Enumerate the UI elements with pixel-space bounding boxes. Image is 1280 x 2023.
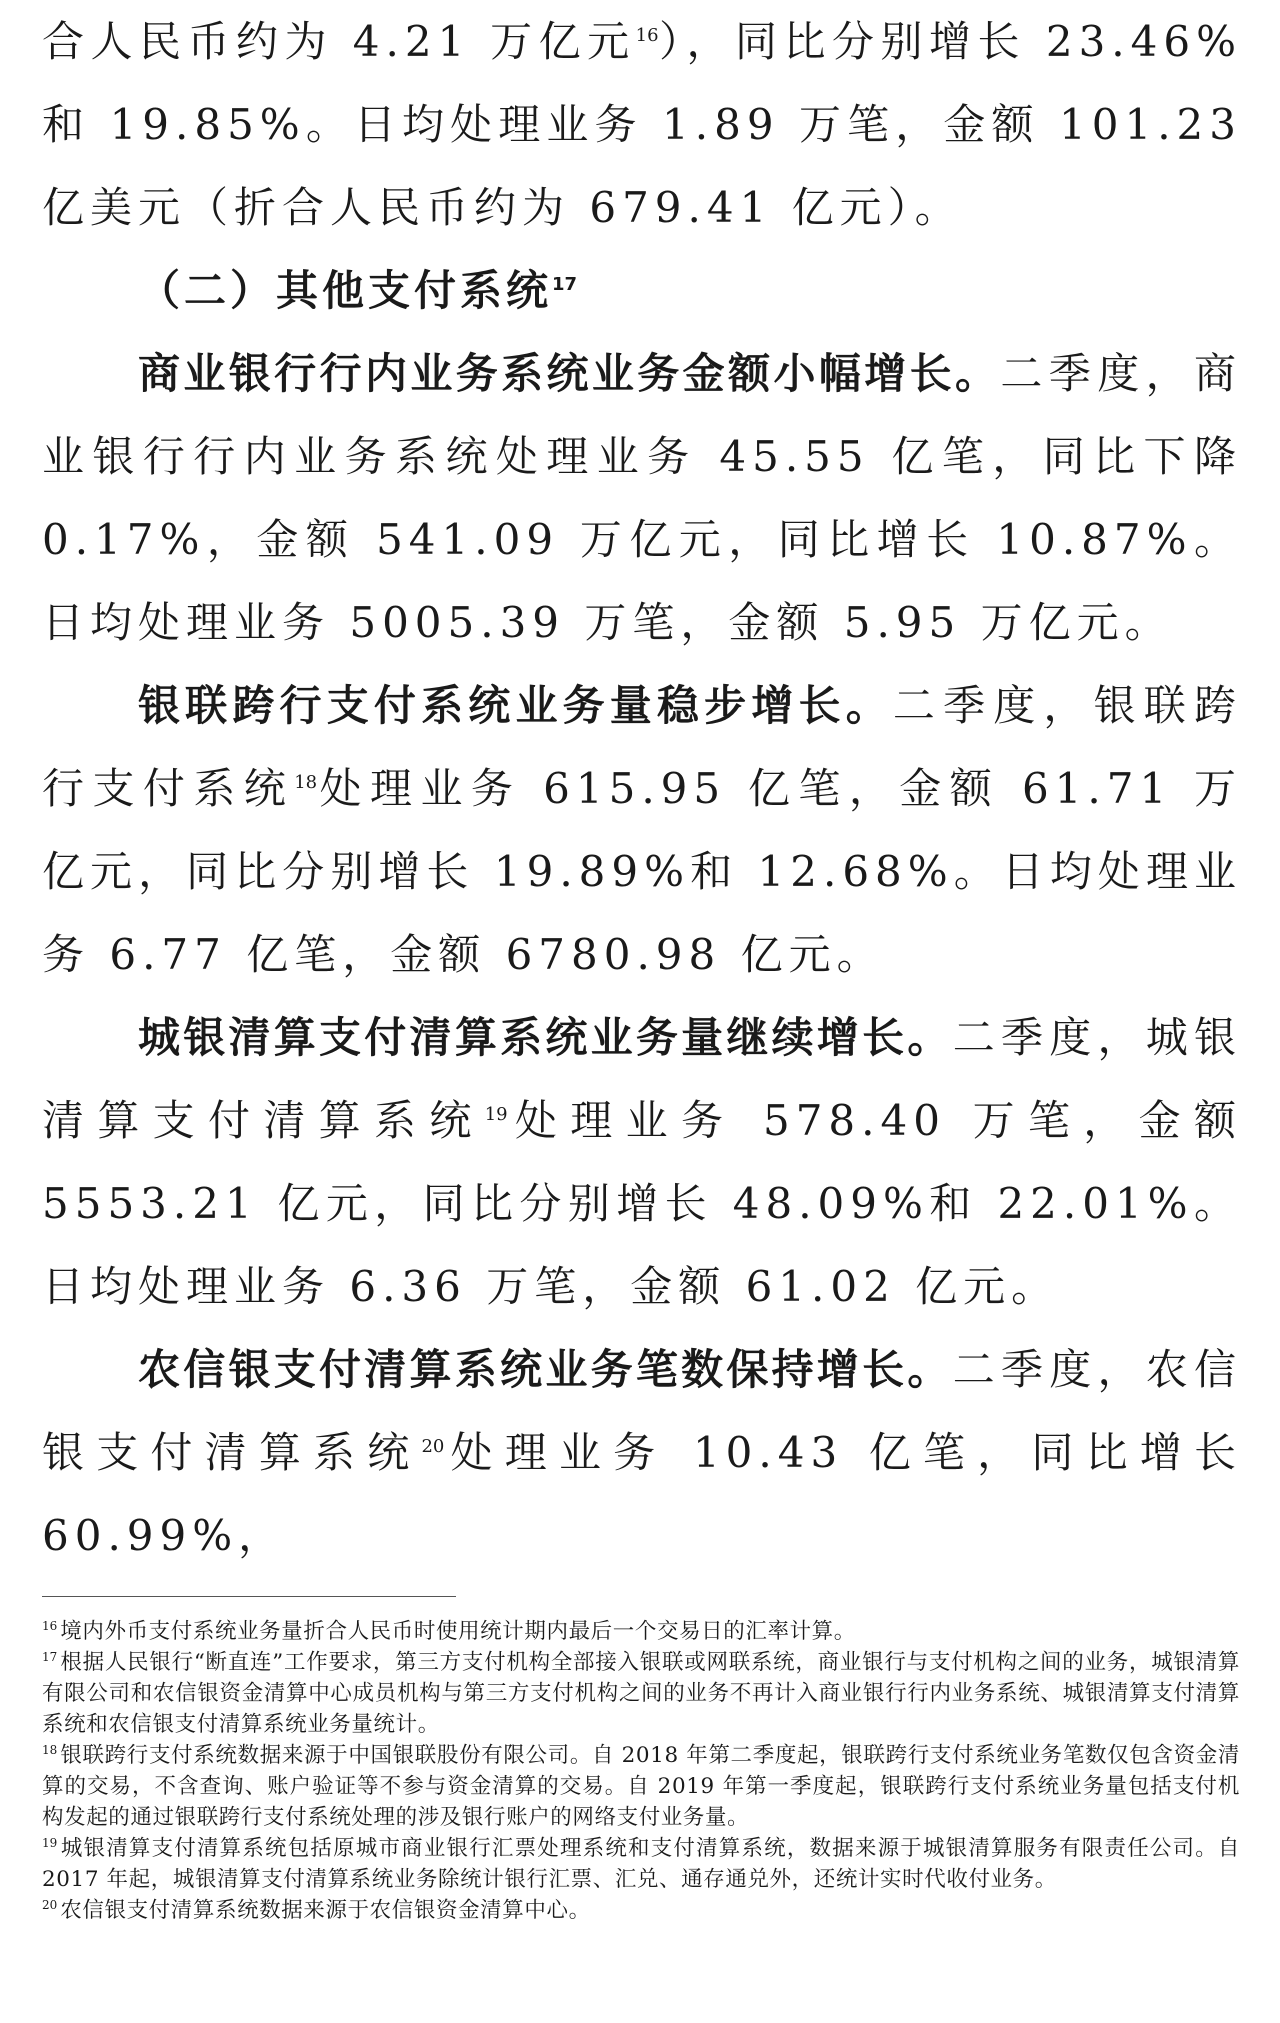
footnotes — [42, 1616, 1240, 1926]
footnote-number: 20 — [42, 1897, 58, 1912]
footnote-16 — [42, 1616, 1240, 1647]
footnote-divider — [42, 1596, 456, 1597]
footnote-ref-18[interactable]: 18 — [294, 772, 318, 793]
paragraph-lead: 银联跨行支付系统业务量稳步增长。 — [138, 681, 893, 730]
paragraph-text: 处理业务 615.95 亿笔，金额 61.71 万亿元，同比分别增长 19.89%和 12.68%。日均处理业务 6.77 亿笔，金额 6780.98 亿元。 — [42, 764, 1242, 979]
paragraph-lead: 城银清算支付清算系统业务量继续增长。 — [138, 1013, 953, 1062]
footnote-18 — [42, 1740, 1240, 1833]
section-heading — [42, 249, 1242, 332]
footnote-text: 根据人民银行“断直连”工作要求，第三方支付机构全部接入银联或网联系统，商业银行与支付机构之间的业务，城银清算有限公司和农信银资金清算中心成员机构与第三方支付机构之间的业务不再计入商业银行行内业务系统、城银清算支付清算系统和农信银支付清算系统业务量统计。 — [42, 1650, 1240, 1737]
footnote-17 — [42, 1647, 1240, 1740]
paragraph-unionpay — [42, 664, 1242, 996]
paragraph-text: 二季度，农信银支付清算系统 — [42, 1345, 1242, 1477]
section-heading-text: （二）其他支付系统 — [138, 266, 553, 315]
footnote-number: 19 — [42, 1835, 58, 1850]
paragraph-text: 二季度，商业银行行内业务系统处理业务 45.55 亿笔，同比下降 0.17%，金额 541.09 万亿元，同比增长 10.87%。日均处理业务 5005.39 万笔，金额 5.95 万亿元。 — [42, 349, 1242, 647]
footnote-number: 17 — [42, 1649, 58, 1664]
paragraph-city-bank-clearing — [42, 996, 1242, 1328]
paragraph-commercial-bank — [42, 332, 1242, 664]
footnote-number: 18 — [42, 1742, 58, 1757]
paragraph-lead: 农信银支付清算系统业务笔数保持增长。 — [138, 1345, 953, 1394]
paragraph-continued — [42, 0, 1242, 249]
paragraph-text: 二季度，银联跨行支付系统 — [42, 681, 1242, 813]
footnote-ref-17[interactable]: 17 — [552, 274, 578, 295]
footnote-19 — [42, 1833, 1240, 1895]
footnote-20 — [42, 1895, 1240, 1926]
main-body — [42, 0, 1242, 1577]
paragraph-text: 处理业务 578.40 万笔，金额 5553.21 亿元，同比分别增长 48.09%和 22.01%。日均处理业务 6.36 万笔，金额 61.02 亿元。 — [42, 1096, 1242, 1311]
footnote-ref-20[interactable]: 20 — [421, 1436, 445, 1457]
paragraph-lead: 商业银行行内业务系统业务金额小幅增长。 — [138, 349, 1001, 398]
footnote-number: 16 — [42, 1618, 58, 1633]
footnote-ref-19[interactable]: 19 — [484, 1104, 508, 1125]
paragraph-text: 二季度，城银清算支付清算系统 — [42, 1013, 1242, 1145]
document-page — [42, 0, 1242, 1577]
footnote-text: 境内外币支付系统业务量折合人民币时使用统计期内最后一个交易日的汇率计算。 — [60, 1619, 856, 1644]
footnote-text: 城银清算支付清算系统包括原城市商业银行汇票处理系统和支付清算系统，数据来源于城银清算服务有限责任公司。自 2017 年起，城银清算支付清算系统业务除统计银行汇票、汇兑、通存通兑外，还统计实时代收付业务。 — [42, 1836, 1240, 1892]
paragraph-text: 合人民币约为 4.21 万亿元 — [42, 17, 636, 66]
footnote-text: 银联跨行支付系统数据来源于中国银联股份有限公司。自 2018 年第二季度起，银联跨行支付系统业务笔数仅包含资金清算的交易，不含查询、账户验证等不参与资金清算的交易。自 2019 年第一季度起，银联跨行支付系统业务量包括支付机构发起的通过银联跨行支付系统处理的涉及银行账户的网络支付业务量。 — [42, 1743, 1240, 1830]
paragraph-text: ），同比分别增长 23.46%和 19.85%。日均处理业务 1.89 万笔，金额 101.23 亿美元（折合人民币约为 679.41 亿元）。 — [42, 17, 1242, 232]
footnote-ref-16[interactable]: 16 — [635, 25, 659, 46]
paragraph-text: 处理业务 10.43 亿笔，同比增长 60.99%， — [42, 1428, 1242, 1560]
paragraph-rural-credit — [42, 1328, 1242, 1577]
footnote-text: 农信银支付清算系统数据来源于农信银资金清算中心。 — [60, 1898, 591, 1923]
